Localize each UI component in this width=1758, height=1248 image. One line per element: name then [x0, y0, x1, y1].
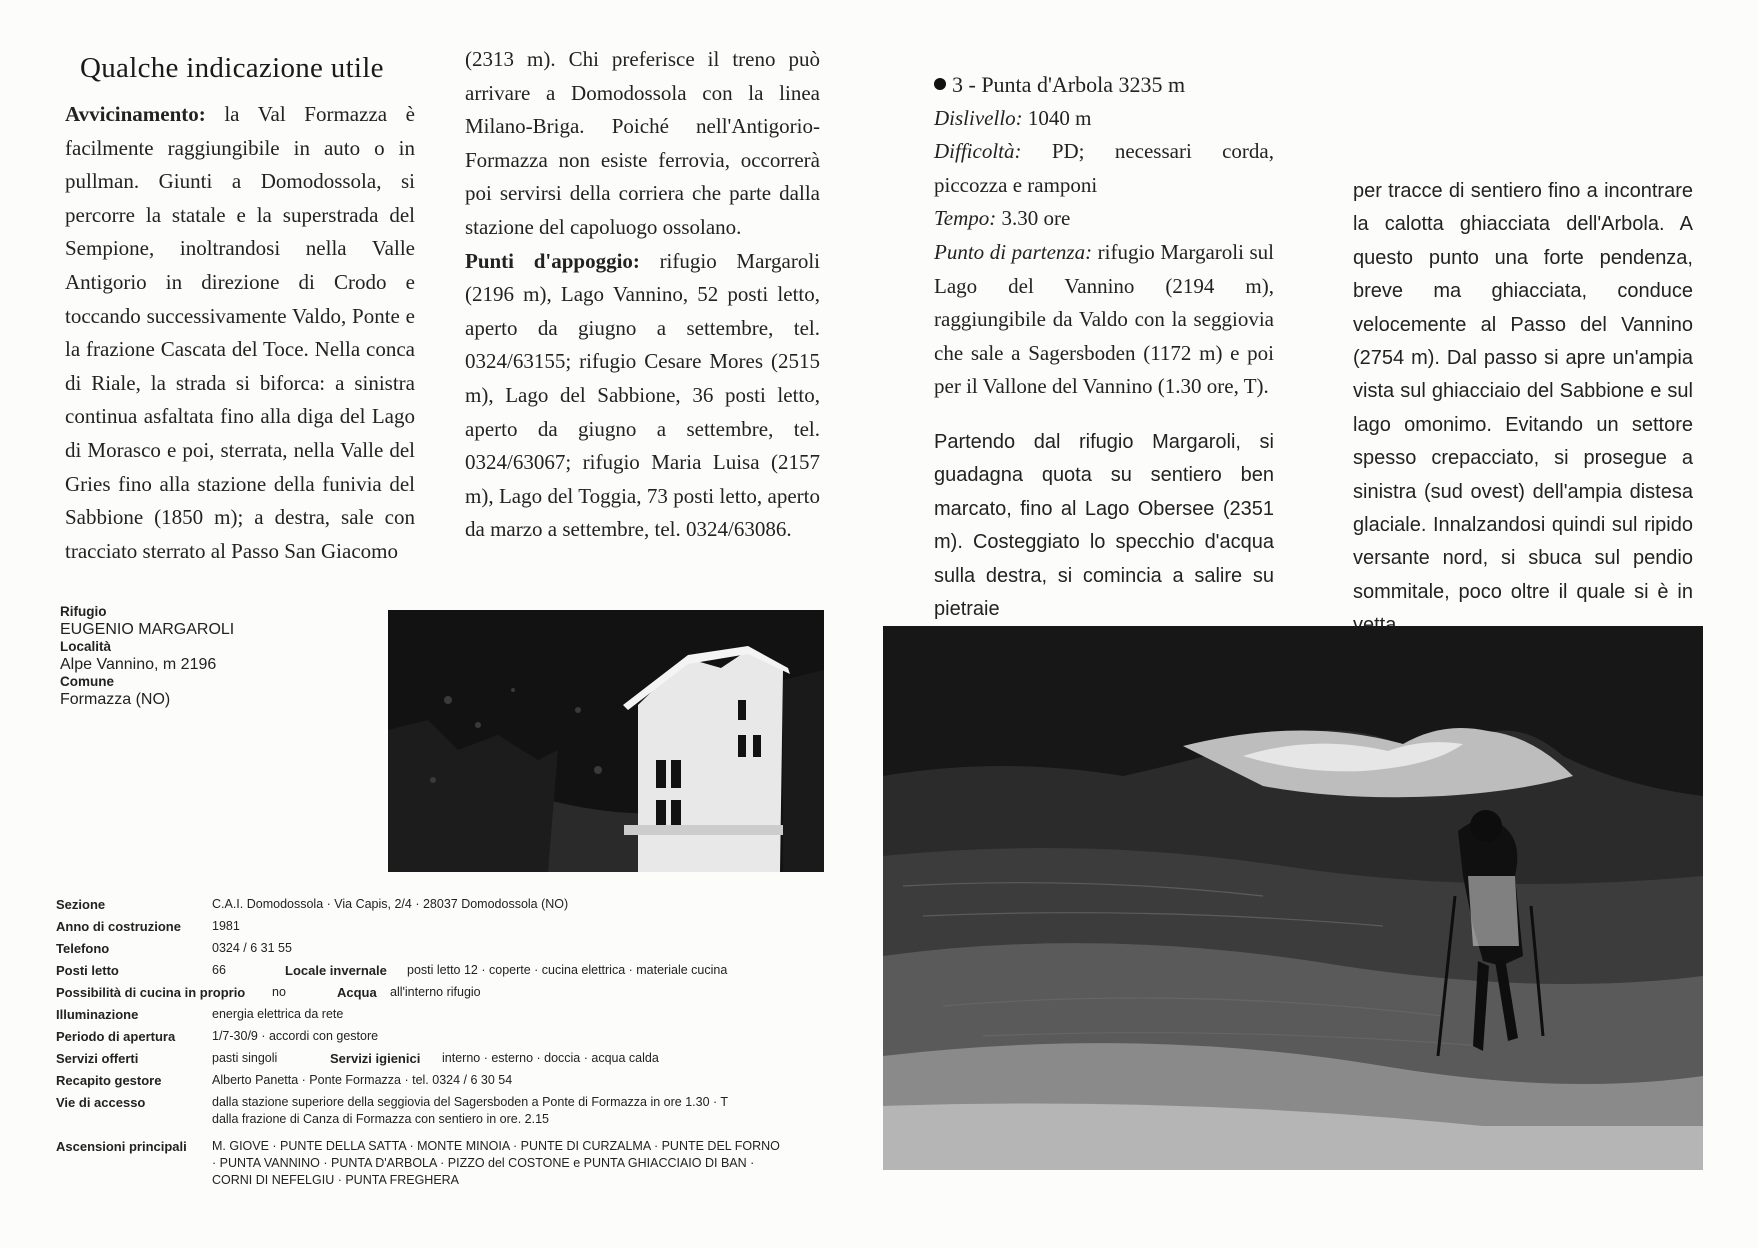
servizi-label: Servizi offerti	[56, 1051, 139, 1066]
text-column-1	[65, 98, 415, 568]
mountain-photo-graphic	[883, 626, 1703, 1170]
dislivello-value: 1040 m	[1022, 105, 1092, 130]
recapito-label: Recapito gestore	[56, 1073, 162, 1088]
illuminazione-label: Illuminazione	[56, 1007, 139, 1022]
route-heading	[934, 68, 1274, 102]
servizi-value: pasti singoli	[212, 1051, 278, 1065]
ascensioni-value-1: M. GIOVE · PUNTE DELLA SATTA · MONTE MINOIA · PUNTE DI CURZALMA · PUNTE DEL FORNO	[212, 1139, 780, 1153]
periodo-label: Periodo di apertura	[56, 1029, 176, 1044]
igienici-label: Servizi igienici	[330, 1051, 421, 1066]
route-heading-text: 3 - Punta d'Arbola 3235 m	[952, 72, 1186, 97]
hut-info-block	[60, 603, 360, 708]
avvicinamento-text: la Val Formazza è facilmente raggiungibile in auto o in pullman. Giunti a Domodossola, si percorre la statale e la superstrada del Sempione, inoltrandosi nella Valle Antigorio in direzione di Crodo e toccando successivamente Valdo, Ponte e la frazione Cascata del Toce. Nella conca di Riale, la strada si biforca: a sinistra continua asfaltata fino alla diga del Lago di Morasco e poi, sterrata, nella Valle del Gries fino alla stazione della funivia del Sabbione (1850 m); a destra, sale con tracciato sterrato al Passo San Giacomo	[65, 102, 415, 563]
sezione-label: Sezione	[56, 897, 106, 912]
dislivello-label: Dislivello:	[934, 105, 1023, 130]
cucina-label: Possibilità di cucina in proprio	[56, 985, 246, 1000]
igienici-value: interno · esterno · doccia · acqua calda	[442, 1051, 659, 1065]
localita-label: Località	[60, 639, 112, 654]
text-column-2	[465, 43, 820, 547]
tempo-value: 3.30 ore	[996, 206, 1071, 231]
avvicinamento-label: Avvicinamento:	[65, 102, 206, 126]
difficolta-value: PD; necessari corda, piccozza e ramponi	[934, 139, 1274, 197]
difficolta-label: Difficoltà:	[934, 139, 1022, 164]
route-description: Partendo dal rifugio Margaroli, si guadagna quota su sentiero ben marcato, fino al Lago Obersee (2351 m). Costeggiato lo specchio d'acqua sulla destra, si comincia a salire su pietraie	[934, 430, 1274, 620]
text-column-4	[1353, 175, 1693, 643]
partenza-value: rifugio Margaroli sul Lago del Vannino (2194 m), raggiungibile da Valdo con la seggiovia che sale a Sagersboden (1172 m) e poi per il Vallone del Vannino (1.30 ore, T).	[934, 239, 1274, 399]
partenza-label: Punto di partenza:	[934, 239, 1093, 264]
posti-label: Posti letto	[56, 963, 119, 978]
tempo-label: Tempo:	[934, 206, 997, 231]
ascensioni-label: Ascensioni principali	[56, 1139, 187, 1154]
mountain-photo	[883, 626, 1703, 1170]
anno-label: Anno di costruzione	[56, 919, 181, 934]
sezione-value: C.A.I. Domodossola · Via Capis, 2/4 · 28037 Domodossola (NO)	[212, 897, 569, 911]
ascensioni-value-3: CORNI DI NEFELGIU · PUNTA FREGHERA	[212, 1173, 460, 1187]
comune-value: Formazza (NO)	[60, 690, 171, 708]
hut-photo-graphic	[388, 610, 824, 872]
posti-value: 66	[212, 963, 226, 977]
treno-text: (2313 m). Chi preferisce il treno può arrivare a Domodossola con la linea Milano-Briga. Poiché nell'Antigorio-Formazza non esiste ferrovia, occorrerà poi servirsi della corriera che parte dalla stazione del capoluogo ossolano.	[465, 47, 820, 239]
rifugio-label: Rifugio	[60, 604, 107, 619]
telefono-label: Telefono	[56, 941, 110, 956]
hut-photo	[388, 610, 824, 872]
vie-label: Vie di accesso	[56, 1095, 146, 1110]
route-description-continued: per tracce di sentiero fino a incontrare la calotta ghiacciata dell'Arbola. A questo punto una forte pendenza, breve ma ghiacciata, conduce velocemente al Passo del Vannino (2754 m). Dal passo si apre un'ampia vista sul ghiacciaio del Sabbione e sul lago omonimo. Evitando un settore spesso crepacciato, si prosegue a sinistra (sud ovest) dell'ampia distesa glaciale. Innalzandosi quindi sul ripido versante nord, si sbuca sul pendio sommitale, poco oltre il quale si è in	[1353, 180, 1693, 603]
recapito-value: Alberto Panetta · Ponte Formazza · tel. 0324 / 6 30 54	[212, 1073, 513, 1087]
locale-label: Locale invernale	[285, 963, 387, 978]
telefono-value: 0324 / 6 31 55	[212, 941, 292, 955]
periodo-value: 1/7-30/9 · accordi con gestore	[212, 1029, 379, 1043]
text-column-3	[934, 68, 1274, 626]
punti-appoggio-text: rifugio Margaroli (2196 m), Lago Vannino, 52 posti letto, aperto da giugno a settembre, tel. 0324/63155; rifugio Cesare Mores (2515 m), Lago del Sabbione, 36 posti letto, aperto da giugno a settembre, tel. 0324/63067; rifugio Maria Luisa (2157 m), Lago del Toggia, 73 posti letto, aperto da marzo a settembre, tel. 0324/63086.	[465, 248, 820, 542]
punti-appoggio-label: Punti d'appoggio:	[465, 248, 640, 273]
acqua-value: all'interno rifugio	[390, 985, 481, 999]
page-title: Qualche indicazione utile	[80, 52, 384, 84]
ascensioni-value-2: · PUNTA VANNINO · PUNTA D'ARBOLA · PIZZO del COSTONE e PUNTA GHIACCIAIO DI BAN ·	[212, 1156, 755, 1170]
comune-label: Comune	[60, 674, 114, 689]
illuminazione-value: energia elettrica da rete	[212, 1007, 344, 1021]
localita-value: Alpe Vannino, m 2196	[60, 655, 217, 673]
acqua-label: Acqua	[337, 985, 377, 1000]
vie-value-1: dalla stazione superiore della seggiovia del Sagersboden a Ponte di Formazza in ore 1.30 · T	[212, 1095, 729, 1109]
locale-value: posti letto 12 · coperte · cucina elettrica · materiale cucina	[407, 963, 728, 977]
anno-value: 1981	[212, 919, 240, 933]
cucina-value: no	[272, 985, 286, 999]
bullet-icon	[934, 78, 946, 90]
vie-value-2: dalla frazione di Canza di Formazza con sentiero in ore. 2.15	[212, 1112, 549, 1126]
rifugio-value: EUGENIO MARGAROLI	[60, 620, 235, 638]
